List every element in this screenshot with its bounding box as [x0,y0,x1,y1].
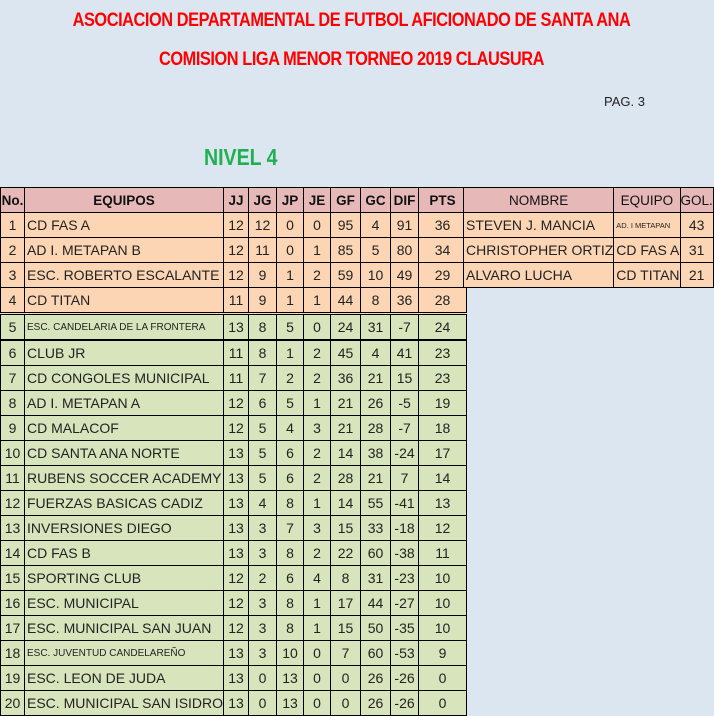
je-cell: 0 [304,314,331,341]
jj-cell: 12 [224,263,249,288]
jg-cell: 9 [249,288,277,314]
pts-cell: 9 [419,641,467,666]
pts-cell: 0 [419,666,467,691]
gc-cell: 26 [361,691,391,716]
dif-cell: -35 [391,616,419,641]
team-cell: ESC. MUNICIPAL [25,591,224,616]
jj-cell: 13 [224,314,249,341]
dif-cell: -7 [391,416,419,441]
jj-cell: 12 [224,616,249,641]
rank-cell: 11 [1,466,25,491]
dif-cell: -23 [391,566,419,591]
rank-cell: 16 [1,591,25,616]
je-cell: 0 [304,213,331,238]
gf-cell: 17 [331,591,361,616]
col-header-jg: JG [249,188,277,213]
standings-row [1,466,467,491]
jg-cell: 6 [249,391,277,416]
col-header-gc: GC [361,188,391,213]
col-header-equipos: EQUIPOS [25,188,224,213]
je-cell: 3 [304,516,331,541]
gc-cell: 5 [361,238,391,263]
jp-cell: 0 [277,238,304,263]
team-cell: AD I. METAPAN A [25,391,224,416]
jp-cell: 8 [277,591,304,616]
top-scorers-table [463,187,714,288]
jj-cell: 13 [224,641,249,666]
jg-cell: 4 [249,491,277,516]
pts-cell: 10 [419,616,467,641]
team-cell: ESC. MUNICIPAL SAN ISIDRO [25,691,224,716]
rank-cell: 18 [1,641,25,666]
jj-cell: 13 [224,441,249,466]
dif-cell: -18 [391,516,419,541]
gc-cell: 38 [361,441,391,466]
pts-cell: 12 [419,516,467,541]
jg-cell: 3 [249,516,277,541]
jp-cell: 8 [277,616,304,641]
jp-cell: 1 [277,340,304,366]
jj-cell: 11 [224,366,249,391]
dif-cell: 7 [391,466,419,491]
scorer-row [464,263,714,288]
gf-cell: 24 [331,314,361,341]
jg-cell: 12 [249,213,277,238]
pts-cell: 10 [419,591,467,616]
jj-cell: 12 [224,213,249,238]
je-cell: 1 [304,491,331,516]
rank-cell: 4 [1,288,25,314]
jg-cell: 3 [249,641,277,666]
rank-cell: 14 [1,541,25,566]
dif-cell: 91 [391,213,419,238]
standings-row [1,213,467,238]
pts-cell: 28 [419,288,467,314]
team-cell: CD TITAN [25,288,224,314]
standings-row [1,263,467,288]
jg-cell: 5 [249,441,277,466]
gf-cell: 7 [331,641,361,666]
dif-cell: -26 [391,691,419,716]
gf-cell: 21 [331,416,361,441]
jg-cell: 3 [249,541,277,566]
gc-cell: 50 [361,616,391,641]
jj-cell: 13 [224,691,249,716]
team-cell: ESC. MUNICIPAL SAN JUAN [25,616,224,641]
team-cell: CD FAS A [25,213,224,238]
team-cell: RUBENS SOCCER ACADEMY [25,466,224,491]
standings-row [1,391,467,416]
pts-cell: 19 [419,391,467,416]
dif-cell: 41 [391,340,419,366]
je-cell: 3 [304,416,331,441]
jp-cell: 6 [277,466,304,491]
jj-cell: 13 [224,491,249,516]
dif-cell: -5 [391,391,419,416]
col-header-jj: JJ [224,188,249,213]
je-cell: 0 [304,666,331,691]
gc-cell: 60 [361,541,391,566]
standings-row [1,416,467,441]
standings-row [1,288,467,314]
jp-cell: 1 [277,288,304,314]
gf-cell: 44 [331,288,361,314]
je-cell: 2 [304,541,331,566]
team-cell: FUERZAS BASICAS CADIZ [25,491,224,516]
gf-cell: 15 [331,516,361,541]
je-cell: 2 [304,340,331,366]
gc-cell: 4 [361,340,391,366]
rank-cell: 19 [1,666,25,691]
rank-cell: 5 [1,314,25,341]
gf-cell: 14 [331,491,361,516]
standings-row [1,366,467,391]
je-cell: 1 [304,391,331,416]
pts-cell: 36 [419,213,467,238]
col-header-no: No. [1,188,25,213]
gc-cell: 31 [361,314,391,341]
jg-cell: 3 [249,616,277,641]
scorer-row [464,213,714,238]
scorer-goals-cell: 31 [680,238,713,263]
standings-row [1,516,467,541]
standings-row [1,591,467,616]
dif-cell: -53 [391,641,419,666]
jp-cell: 10 [277,641,304,666]
standings-row [1,340,467,366]
dif-cell: -41 [391,491,419,516]
team-cell: CD MALACOF [25,416,224,441]
gc-cell: 33 [361,516,391,541]
pts-cell: 14 [419,466,467,491]
col-header-gol: GOL. [680,188,713,213]
rank-cell: 17 [1,616,25,641]
team-cell: ESC. CANDELARIA DE LA FRONTERA [25,314,224,341]
gc-cell: 28 [361,416,391,441]
jj-cell: 12 [224,391,249,416]
scorer-team-cell: CD FAS A [614,238,680,263]
standings-row [1,491,467,516]
rank-cell: 7 [1,366,25,391]
gf-cell: 15 [331,616,361,641]
jj-cell: 11 [224,288,249,314]
standings-row [1,691,467,716]
gc-cell: 60 [361,641,391,666]
jj-cell: 13 [224,541,249,566]
standings-row [1,541,467,566]
jp-cell: 13 [277,691,304,716]
gc-cell: 26 [361,666,391,691]
jp-cell: 6 [277,441,304,466]
gc-cell: 31 [361,566,391,591]
rank-cell: 6 [1,340,25,366]
dif-cell: 49 [391,263,419,288]
standings-header-row [1,188,467,213]
je-cell: 2 [304,466,331,491]
team-cell: CD FAS B [25,541,224,566]
pts-cell: 34 [419,238,467,263]
standings-row [1,616,467,641]
scorer-name-cell: ALVARO LUCHA [464,263,614,288]
rank-cell: 2 [1,238,25,263]
scorer-goals-cell: 43 [680,213,713,238]
standings-row [1,441,467,466]
team-cell: ESC. LEON DE JUDA [25,666,224,691]
gf-cell: 0 [331,666,361,691]
gf-cell: 28 [331,466,361,491]
scorer-team-cell: AD. I METAPAN [614,213,680,238]
gf-cell: 36 [331,366,361,391]
pts-cell: 29 [419,263,467,288]
team-cell: CLUB JR [25,340,224,366]
gc-cell: 21 [361,466,391,491]
je-cell: 2 [304,263,331,288]
dif-cell: 36 [391,288,419,314]
jg-cell: 2 [249,566,277,591]
jj-cell: 12 [224,416,249,441]
rank-cell: 12 [1,491,25,516]
scorer-name-cell: CHRISTOPHER ORTIZ [464,238,614,263]
gf-cell: 21 [331,391,361,416]
col-header-gf: GF [331,188,361,213]
jp-cell: 4 [277,416,304,441]
scorer-goals-cell: 21 [680,263,713,288]
pts-cell: 18 [419,416,467,441]
team-cell: CD SANTA ANA NORTE [25,441,224,466]
col-header-nombre: NOMBRE [464,188,614,213]
page-number: PAG. 3 [604,94,645,109]
col-header-equipo: EQUIPO [614,188,680,213]
gc-cell: 10 [361,263,391,288]
dif-cell: -26 [391,666,419,691]
jp-cell: 6 [277,566,304,591]
jg-cell: 5 [249,416,277,441]
standings-row [1,314,467,341]
pts-cell: 0 [419,691,467,716]
jg-cell: 8 [249,340,277,366]
page-subtitle: COMISION LIGA MENOR TORNEO 2019 CLAUSURA [158,49,544,70]
gf-cell: 8 [331,566,361,591]
level-label: NIVEL 4 [204,144,278,170]
jg-cell: 0 [249,691,277,716]
jg-cell: 0 [249,666,277,691]
jp-cell: 2 [277,366,304,391]
rank-cell: 20 [1,691,25,716]
gf-cell: 95 [331,213,361,238]
rank-cell: 13 [1,516,25,541]
jj-cell: 11 [224,340,249,366]
je-cell: 4 [304,566,331,591]
rank-cell: 8 [1,391,25,416]
rank-cell: 9 [1,416,25,441]
jj-cell: 13 [224,466,249,491]
je-cell: 0 [304,691,331,716]
dif-cell: 15 [391,366,419,391]
dif-cell: -7 [391,314,419,341]
dif-cell: 80 [391,238,419,263]
jp-cell: 0 [277,213,304,238]
gf-cell: 45 [331,340,361,366]
gc-cell: 4 [361,213,391,238]
rank-cell: 10 [1,441,25,466]
rank-cell: 1 [1,213,25,238]
gf-cell: 59 [331,263,361,288]
jp-cell: 8 [277,491,304,516]
col-header-je: JE [304,188,331,213]
pts-cell: 13 [419,491,467,516]
pts-cell: 23 [419,366,467,391]
scorer-row [464,238,714,263]
standings-table [0,187,467,716]
jj-cell: 12 [224,566,249,591]
jg-cell: 8 [249,314,277,341]
scorers-header-row [464,188,714,213]
je-cell: 1 [304,616,331,641]
gf-cell: 22 [331,541,361,566]
standings-row [1,566,467,591]
je-cell: 1 [304,591,331,616]
page-title: ASOCIACION DEPARTAMENTAL DE FUTBOL AFICIONADO DE SANTA ANA [72,10,631,31]
standings-row [1,238,467,263]
jj-cell: 12 [224,238,249,263]
team-cell: ESC. ROBERTO ESCALANTE [25,263,224,288]
gc-cell: 44 [361,591,391,616]
jg-cell: 3 [249,591,277,616]
scorer-team-cell: CD TITAN [614,263,680,288]
je-cell: 0 [304,641,331,666]
standings-row [1,666,467,691]
jg-cell: 7 [249,366,277,391]
je-cell: 1 [304,238,331,263]
gf-cell: 0 [331,691,361,716]
dif-cell: -38 [391,541,419,566]
scorers-body [464,213,714,288]
jj-cell: 13 [224,666,249,691]
scorer-name-cell: STEVEN J. MANCIA [464,213,614,238]
gc-cell: 8 [361,288,391,314]
dif-cell: -27 [391,591,419,616]
team-cell: AD I. METAPAN B [25,238,224,263]
team-cell: ESC. JUVENTUD CANDELAREÑO [25,641,224,666]
team-cell: SPORTING CLUB [25,566,224,591]
gc-cell: 55 [361,491,391,516]
jp-cell: 5 [277,314,304,341]
pts-cell: 17 [419,441,467,466]
col-header-jp: JP [277,188,304,213]
jp-cell: 5 [277,391,304,416]
jp-cell: 1 [277,263,304,288]
standings-body [1,213,467,716]
pts-cell: 23 [419,340,467,366]
col-header-dif: DIF [391,188,419,213]
team-cell: CD CONGOLES MUNICIPAL [25,366,224,391]
col-header-pts: PTS [419,188,467,213]
pts-cell: 10 [419,566,467,591]
team-cell: INVERSIONES DIEGO [25,516,224,541]
jg-cell: 5 [249,466,277,491]
rank-cell: 3 [1,263,25,288]
jg-cell: 9 [249,263,277,288]
jj-cell: 12 [224,591,249,616]
jp-cell: 8 [277,541,304,566]
je-cell: 1 [304,288,331,314]
rank-cell: 15 [1,566,25,591]
gc-cell: 26 [361,391,391,416]
pts-cell: 11 [419,541,467,566]
jj-cell: 13 [224,516,249,541]
gf-cell: 85 [331,238,361,263]
gf-cell: 14 [331,441,361,466]
je-cell: 2 [304,441,331,466]
gc-cell: 21 [361,366,391,391]
jp-cell: 7 [277,516,304,541]
standings-row [1,641,467,666]
pts-cell: 24 [419,314,467,341]
dif-cell: -24 [391,441,419,466]
jg-cell: 11 [249,238,277,263]
je-cell: 2 [304,366,331,391]
jp-cell: 13 [277,666,304,691]
